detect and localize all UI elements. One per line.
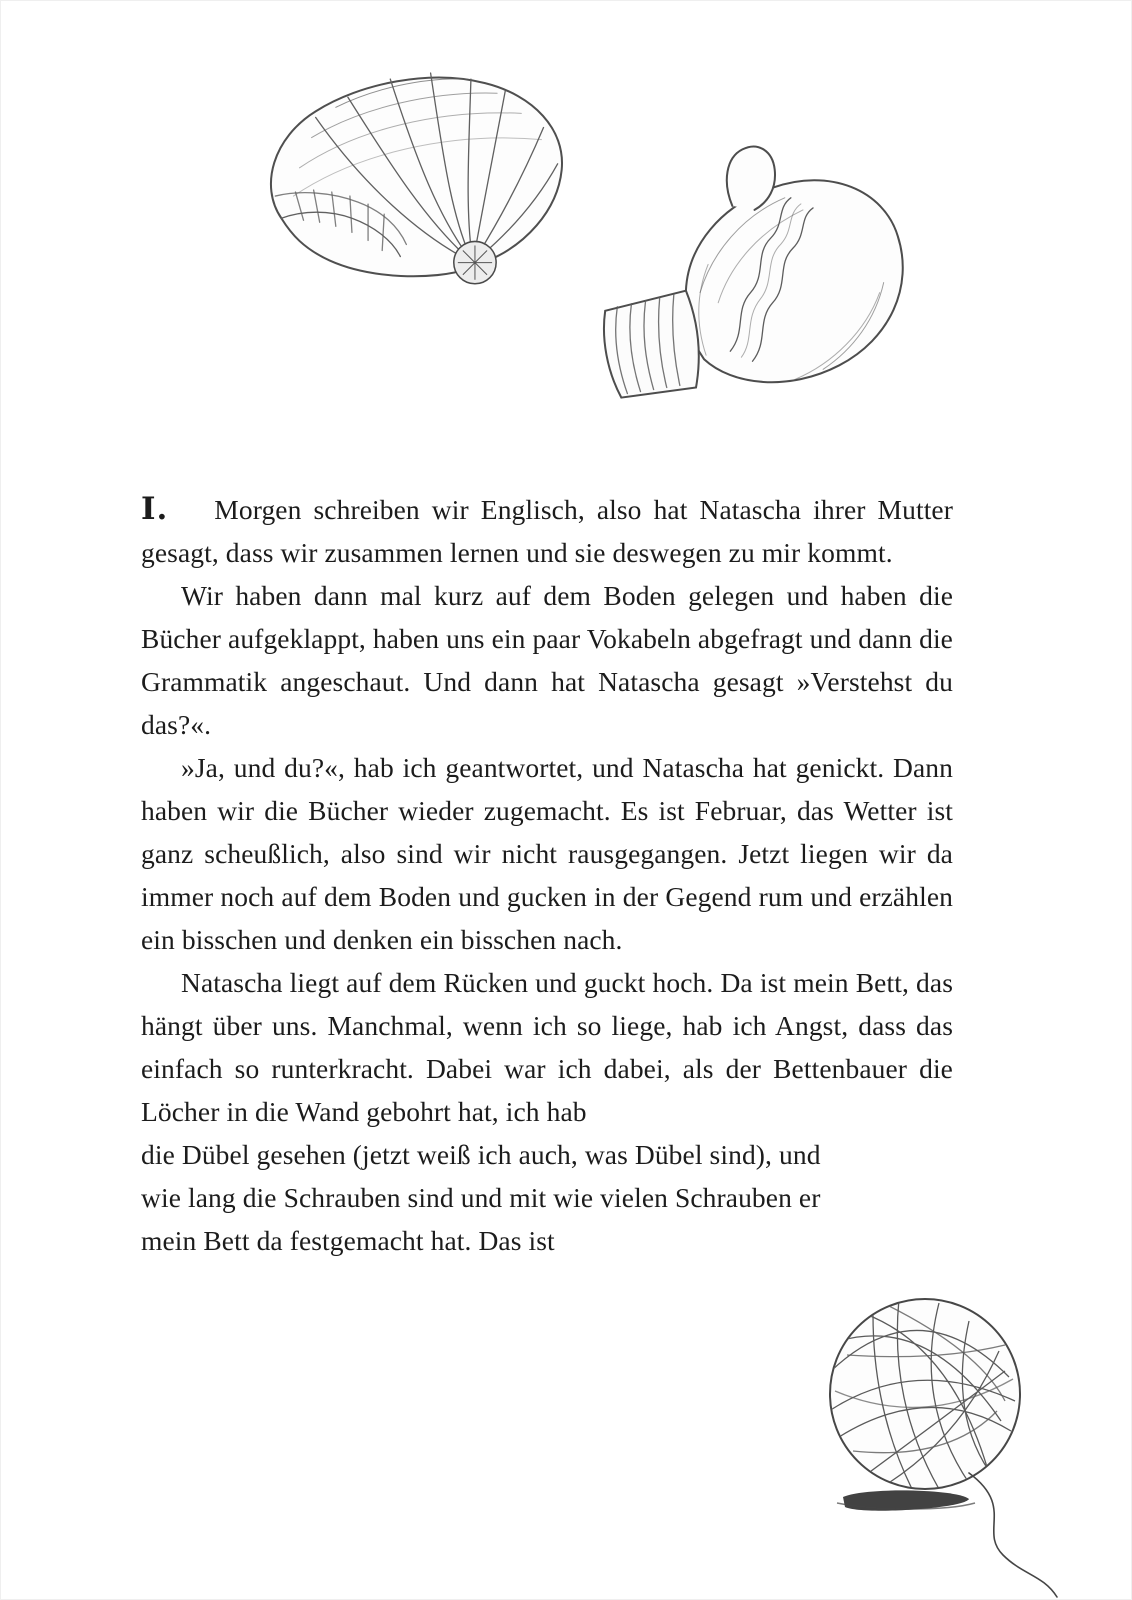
paragraph-1 (141, 488, 953, 574)
paragraph-4-continued: die Dübel gesehen (jetzt weiß ich auch, was Dübel sind), und wie lang die Schrauben sind und mit wie vielen Schrauben er mein Bett da festgemacht hat. Das ist (141, 1139, 821, 1256)
paragraph-4: Natascha liegt auf dem Rücken und guckt hoch. Da ist mein Bett, das hängt über uns. Manchmal, wenn ich so liege, hab ich Angst, dass das einfach so runterkracht. Dabei war ich dabei, als der Bettenbauer die Löcher in die Wand gebohrt hat, ich hab (141, 967, 953, 1127)
yarn-thread (969, 1473, 1057, 1597)
paragraph-3: »Ja, und du?«, hab ich geantwortet, und Natascha hat genickt. Dann haben wir die Bücher wieder zugemacht. Es ist Februar, das Wetter ist ganz scheußlich, also sind wir nicht rausgegangen. Jetzt liegen wir da immer noch auf dem Boden und gucken in der Gegend rum und erzählen ein bisschen und denken ein bisschen nach. (141, 752, 953, 955)
mitten-sketch (604, 147, 903, 398)
knitted-hat-illustration (251, 67, 589, 309)
pom-pom (454, 241, 496, 283)
yarn-ball-sketch (829, 1299, 1020, 1491)
hat-sketch (271, 73, 562, 276)
yarn-ball-illustration (817, 1259, 1065, 1600)
paragraph-1-text: Morgen schreiben wir Englisch, also hat Natascha ihrer Mutter gesagt, dass wir zusammen lernen und sie deswegen zu mir kommt. (141, 494, 953, 568)
knitted-mitten-illustration (583, 141, 921, 409)
chapter-number: I. (141, 491, 169, 527)
chapter-text (141, 488, 953, 1262)
paragraph-2: Wir haben dann mal kurz auf dem Boden gelegen und haben die Bücher aufgeklappt, haben uns ein paar Vokabeln abgefragt und dann die Grammatik angeschaut. Und dann hat Natascha gesagt »Verstehst du das?«. (141, 580, 953, 740)
